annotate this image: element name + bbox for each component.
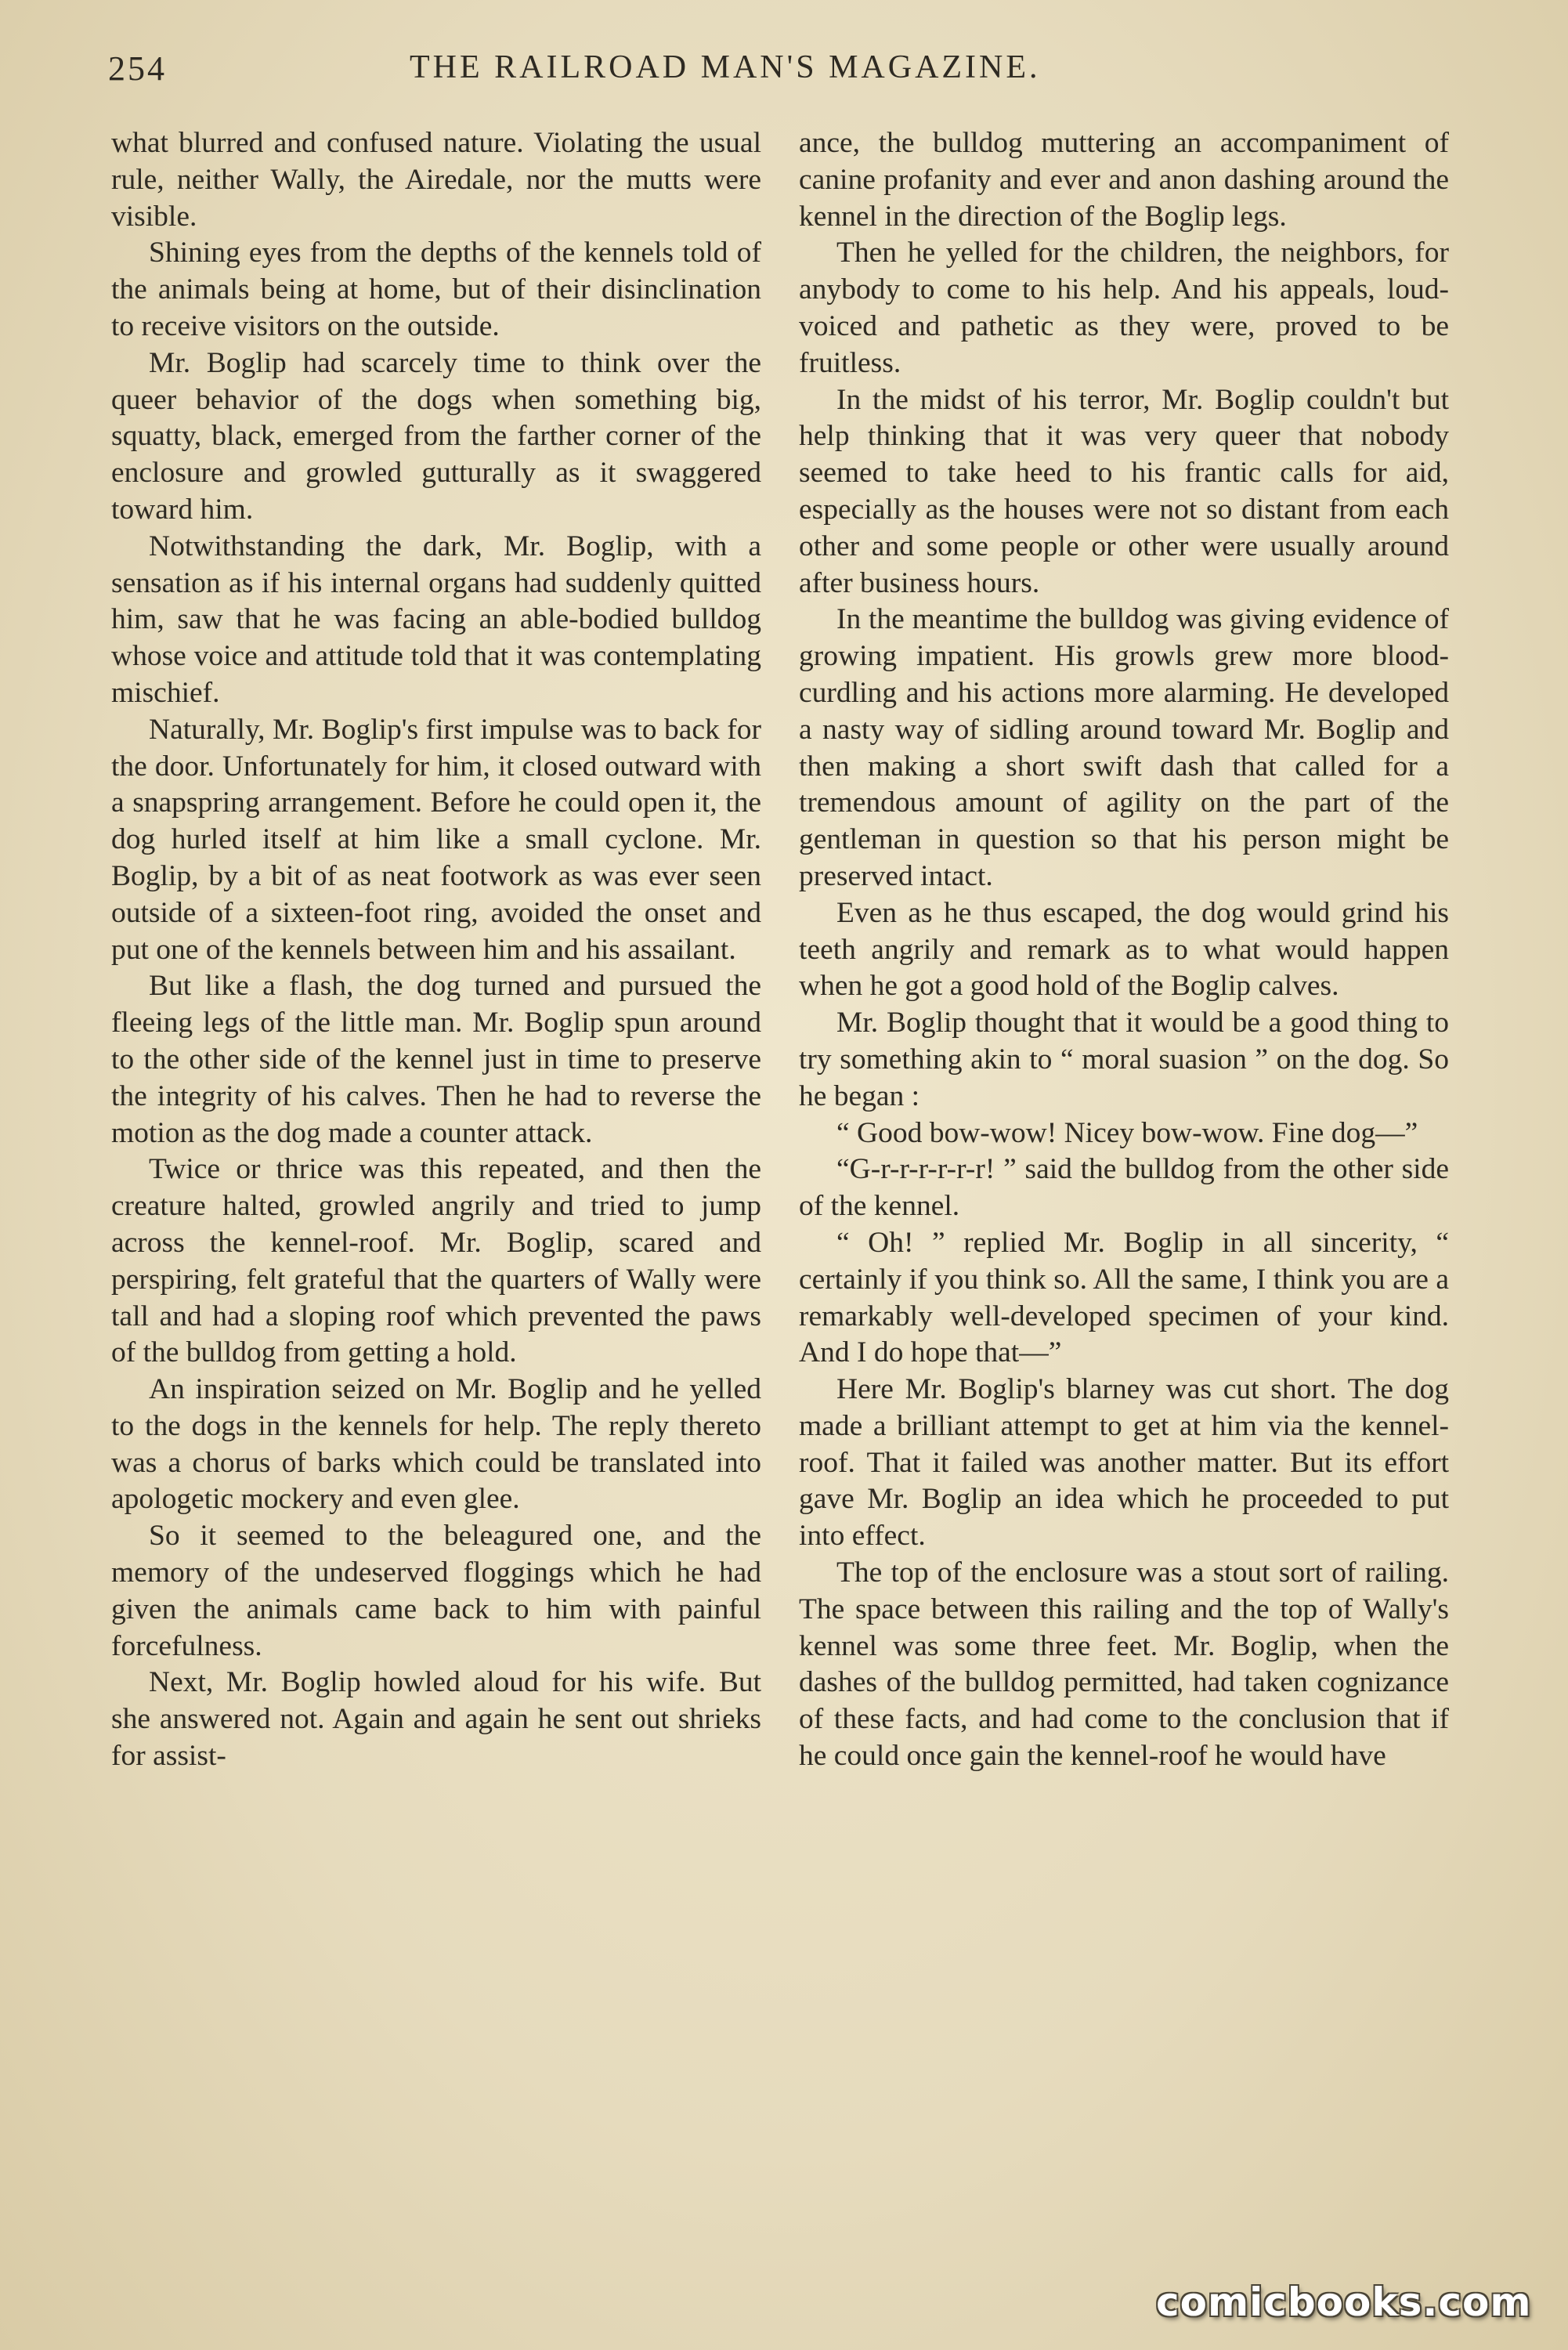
paragraph: what blurred and confused nature. Violating the usual rule, neither Wally, the Airedale, nor the mutts were visible. — [111, 127, 761, 233]
page-header — [108, 49, 1440, 96]
paragraph: Mr. Boglip thought that it would be a good thing to try something akin to “ moral suasion ” on the dog. So he began : — [799, 1007, 1449, 1112]
paragraph: But like a flash, the dog turned and pursued the fleeing legs of the little man. Mr. Boglip spun around to the other side of the kennel just in time to preserve the integrity of his calves. Then he had to reverse the motion as the dog made a counter attack. — [111, 970, 761, 1149]
paragraph: An inspiration seized on Mr. Boglip and he yelled to the dogs in the kennels for help. The reply thereto was a chorus of barks which could be translated into apologetic mockery and even glee. — [111, 1373, 761, 1516]
paragraph: The top of the enclosure was a stout sort of railing. The space between this railing and the top of Wally's kennel was some three feet. Mr. Boglip, when the dashes of the bulldog permitted, had taken cognizance of these facts, and had come to the conclusion that if he could once gain the kennel-roof he would have — [799, 1556, 1449, 1773]
paragraph: Shining eyes from the depths of the kennels told of the animals being at home, but of their disinclination to receive visitors on the outside. — [111, 237, 761, 342]
paragraph: Here Mr. Boglip's blarney was cut short. The dog made a brilliant attempt to get at him via the kennel-roof. That it failed was another matter. But its effort gave Mr. Boglip an idea which he proceeded to put into effect. — [799, 1373, 1449, 1553]
paragraph: Even as he thus escaped, the dog would grind his teeth angrily and remark as to what would happen when he got a good hold of the Boglip calves. — [799, 896, 1449, 1003]
running-title: THE RAILROAD MAN'S MAGAZINE. — [410, 49, 1041, 85]
paragraph: Twice or thrice was this repeated, and then the creature halted, growled angrily and tried to jump across the kennel-roof. Mr. Boglip, scared and perspiring, felt grateful that the quarters of Wally were tall and had a sloping roof which prevented the paws of the bulldog from getting a hold. — [111, 1153, 761, 1369]
paragraph: Naturally, Mr. Boglip's first impulse was to back for the door. Unfortunately for him, it closed outward with a snapspring arrangement. Before he could open it, the dog hurled itself at him like a small cyclone. Mr. Boglip, by a bit of as neat footwork as was ever seen outside of a sixteen-foot ring, avoided the onset and put one of the kennels between him and his assailant. — [111, 713, 761, 966]
paragraph: In the meantime the bulldog was giving evidence of growing impatient. His growls grew more blood-curdling and his actions more alarming. He developed a nasty way of sidling around toward Mr. Boglip and then making a short swift dash that called for a tremendous amount of agility on the part of the gentleman in question so that his person might be preserved intact. — [799, 603, 1449, 892]
page-number: 254 — [108, 49, 167, 88]
paragraph: Next, Mr. Boglip howled aloud for his wife. But she answered not. Again and again he sent out shrieks for assist- — [111, 1666, 761, 1773]
paragraph: Then he yelled for the children, the neighbors, for anybody to come to his help. And his appeals, loud-voiced and pathetic as they were, proved to be fruitless. — [799, 237, 1449, 379]
paragraph: Mr. Boglip had scarcely time to think over the queer behavior of the dogs when something big, squatty, black, emerged from the farther corner of the enclosure and growled gutturally as it swaggered toward him. — [111, 346, 761, 526]
paragraph: In the midst of his terror, Mr. Boglip couldn't but help thinking that it was very queer that nobody seemed to take heed to his frantic calls for aid, especially as the houses were not so distant from each other and some people or other were usually around after business hours. — [799, 383, 1449, 599]
right-column — [799, 125, 1449, 1775]
paragraph: Notwithstanding the dark, Mr. Boglip, with a sensation as if his internal organs had suddenly quitted him, saw that he was facing an able-bodied bulldog whose voice and attitude told that it was contemplating mischief. — [111, 530, 761, 709]
watermark-logo: comicbooks.com — [1156, 2280, 1532, 2325]
paragraph: “G-r-r-r-r-r-r! ” said the bulldog from the other side of the kennel. — [799, 1153, 1449, 1223]
paragraph: “ Oh! ” replied Mr. Boglip in all sincerity, “ certainly if you think so. All the same, I think you are a remarkably well-developed specimen of your kind. And I do hope that—” — [799, 1226, 1449, 1369]
paragraph: So it seemed to the beleagured one, and the memory of the undeserved floggings which he had given the animals came back to him with painful forcefulness. — [111, 1520, 761, 1662]
paragraph: ance, the bulldog muttering an accompaniment of canine profanity and ever and anon dashing around the kennel in the direction of the Boglip legs. — [799, 127, 1449, 233]
paragraph: “ Good bow-wow! Nicey bow-wow. Fine dog—” — [836, 1116, 1418, 1149]
left-column — [111, 125, 761, 1775]
